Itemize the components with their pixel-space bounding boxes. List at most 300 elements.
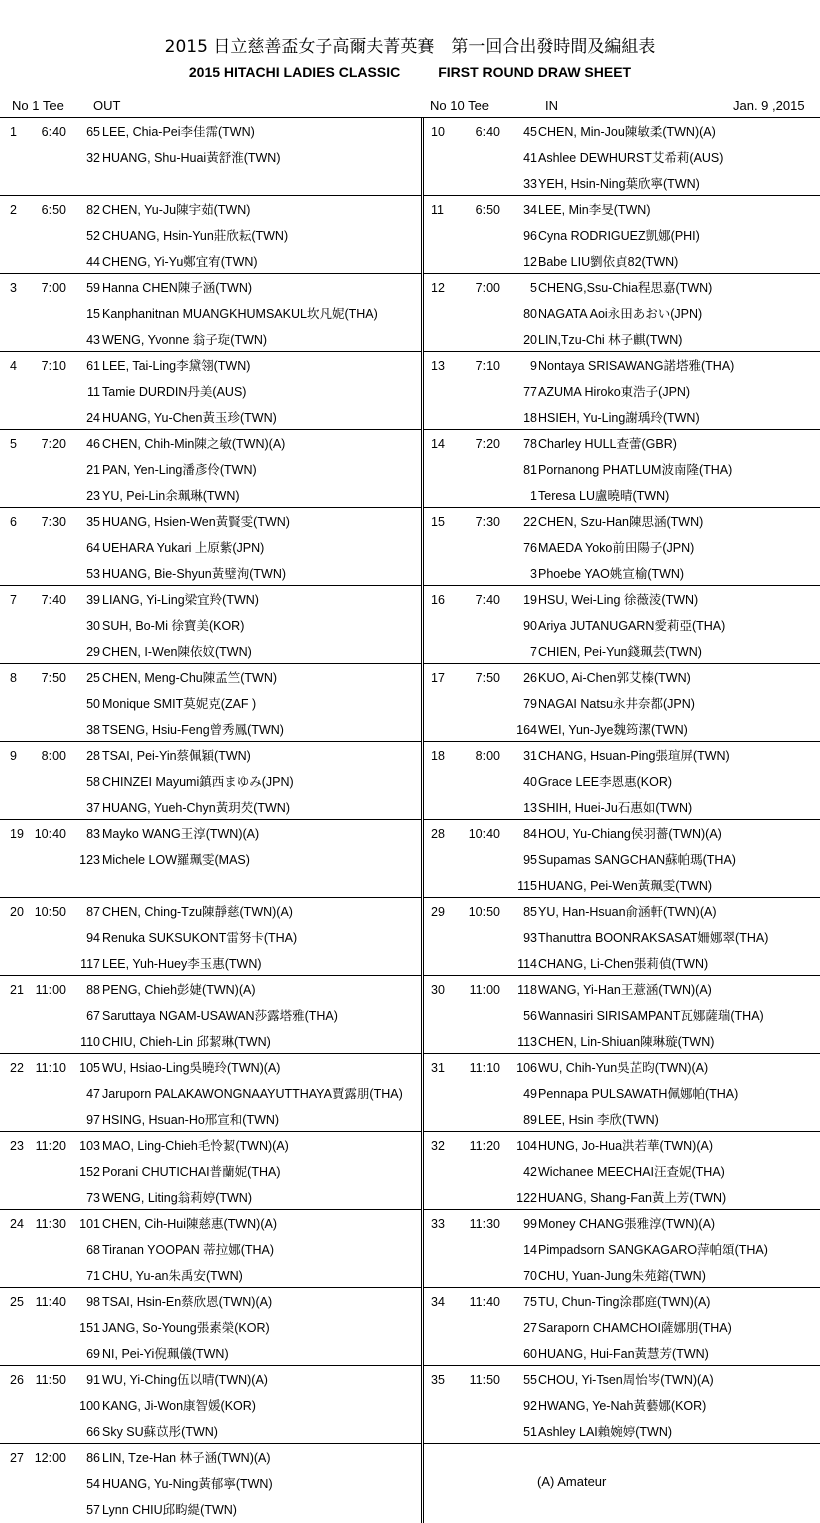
in-player-row bbox=[0, 431, 820, 457]
out-player-name: Kanphanitnan MUANGKHUMSAKUL坎凡妮(THA) bbox=[102, 307, 378, 321]
in-player-number: 14 bbox=[523, 1243, 537, 1257]
out-player-number: 47 bbox=[86, 1087, 100, 1101]
out-tee-time: 6:40 bbox=[41, 125, 66, 139]
in-player-row bbox=[0, 405, 820, 431]
out-player-name: Mayko WANG王淳(TWN)(A) bbox=[102, 827, 260, 841]
header-tee1: No 1 Tee bbox=[12, 98, 64, 113]
in-group-number: 11 bbox=[431, 203, 444, 217]
out-player-name: JANG, So-Young張素榮(KOR) bbox=[102, 1321, 270, 1335]
in-tee-time: 10:40 bbox=[468, 827, 500, 841]
out-player-number: 103 bbox=[79, 1139, 100, 1153]
in-player-number: 95 bbox=[523, 853, 537, 867]
out-player-number: 97 bbox=[86, 1113, 100, 1127]
in-player-name: YU, Han-Hsuan俞涵軒(TWN)(A) bbox=[538, 905, 717, 919]
in-player-name: HUANG, Pei-Wen黃珮雯(TWN) bbox=[538, 879, 713, 893]
out-player-name: PENG, Chieh彭婕(TWN)(A) bbox=[102, 983, 256, 997]
in-player-number: 85 bbox=[523, 905, 537, 919]
out-player-number: 24 bbox=[86, 411, 100, 425]
in-player-name: Grace LEE李恩惠(KOR) bbox=[538, 775, 673, 789]
in-group-number: 14 bbox=[431, 437, 445, 451]
in-player-number: 89 bbox=[523, 1113, 537, 1127]
out-player-number: 28 bbox=[86, 749, 100, 763]
in-player-name: CHEN, Min-Jou陳敏柔(TWN)(A) bbox=[538, 125, 716, 139]
in-player-row bbox=[0, 795, 820, 821]
out-player-number: 61 bbox=[86, 359, 100, 373]
out-player-number: 101 bbox=[79, 1217, 100, 1231]
out-player-name: Saruttaya NGAM-USAWAN莎露塔雅(THA) bbox=[102, 1009, 338, 1023]
in-player-name: MAEDA Yoko前田陽子(JPN) bbox=[538, 541, 695, 555]
in-group-number: 30 bbox=[431, 983, 445, 997]
out-player-number: 91 bbox=[86, 1373, 100, 1387]
out-player-name: Sky SU蘇苡彤(TWN) bbox=[102, 1425, 218, 1439]
out-player-number: 29 bbox=[86, 645, 100, 659]
title-chinese: 2015 日立慈善盃女子高爾夫菁英賽 第一回合出發時間及編組表 bbox=[164, 37, 656, 57]
in-group-number: 15 bbox=[431, 515, 445, 529]
out-player-number: 86 bbox=[86, 1451, 100, 1465]
out-player-number: 110 bbox=[80, 1035, 100, 1049]
out-player-name: LEE, Chia-Pei李佳霈(TWN) bbox=[102, 125, 255, 139]
out-player-name: KANG, Ji-Won康智媛(KOR) bbox=[102, 1399, 256, 1413]
in-group-number: 17 bbox=[431, 671, 445, 685]
in-player-name: LEE, Hsin 李欣(TWN) bbox=[538, 1113, 659, 1127]
out-player-number: 64 bbox=[86, 541, 100, 555]
out-player-number: 82 bbox=[86, 203, 100, 217]
in-player-name: CHEN, Szu-Han陳思涵(TWN) bbox=[538, 515, 704, 529]
out-player-name: MAO, Ling-Chieh毛怜絜(TWN)(A) bbox=[102, 1139, 289, 1153]
in-player-name: YEH, Hsin-Ning葉欣寧(TWN) bbox=[538, 177, 700, 191]
out-player-number: 66 bbox=[86, 1425, 100, 1439]
out-player-number: 11 bbox=[87, 385, 100, 399]
in-player-name: TU, Chun-Ting涂郡庭(TWN)(A) bbox=[538, 1295, 711, 1309]
out-player-name: CHEN, Chih-Min陳之敏(TWN)(A) bbox=[102, 437, 286, 451]
in-group-number: 18 bbox=[431, 749, 445, 763]
in-player-row bbox=[0, 509, 820, 535]
in-tee-time: 7:40 bbox=[475, 593, 500, 607]
out-player-name: CHENG, Yi-Yu鄭宜宥(TWN) bbox=[102, 255, 258, 269]
out-player-number: 44 bbox=[86, 255, 100, 269]
out-player-number: 94 bbox=[86, 931, 100, 945]
out-player-name: Monique SMIT莫妮克(ZAF ) bbox=[102, 697, 257, 711]
in-group-number: 12 bbox=[431, 281, 445, 295]
out-player-number: 35 bbox=[86, 515, 100, 529]
in-player-number: 106 bbox=[516, 1061, 537, 1075]
in-player-row bbox=[0, 1029, 820, 1055]
in-player-number: 3 bbox=[530, 567, 537, 581]
out-player-name: Michele LOW羅珮雯(MAS) bbox=[102, 853, 250, 867]
amateur-legend: (A) Amateur bbox=[537, 1474, 607, 1489]
in-player-row bbox=[0, 1185, 820, 1211]
out-group-number: 4 bbox=[10, 359, 17, 373]
out-player-name: LIANG, Yi-Ling梁宜羚(TWN) bbox=[102, 593, 259, 607]
in-tee-time: 11:20 bbox=[469, 1139, 500, 1153]
in-player-number: 81 bbox=[523, 463, 537, 477]
in-player-number: 118 bbox=[517, 983, 537, 997]
in-player-number: 41 bbox=[523, 151, 537, 165]
title-english-right: FIRST ROUND DRAW SHEET bbox=[438, 64, 632, 80]
in-tee-time: 11:50 bbox=[469, 1373, 500, 1387]
in-player-number: 92 bbox=[523, 1399, 537, 1413]
out-player-number: 32 bbox=[86, 151, 100, 165]
in-player-number: 13 bbox=[523, 801, 537, 815]
in-player-row bbox=[0, 847, 820, 873]
in-player-row bbox=[0, 1263, 820, 1289]
in-player-row bbox=[0, 1107, 820, 1133]
in-tee-time: 7:10 bbox=[475, 359, 500, 373]
out-player-number: 54 bbox=[86, 1477, 100, 1491]
out-player-number: 105 bbox=[79, 1061, 100, 1075]
out-player-name: WU, Hsiao-Ling吳曉玲(TWN)(A) bbox=[102, 1061, 281, 1075]
in-player-row bbox=[0, 821, 820, 847]
out-group-number: 9 bbox=[10, 749, 17, 763]
in-player-number: 1 bbox=[530, 489, 537, 503]
in-player-name: LIN,Tzu-Chi 林子麒(TWN) bbox=[538, 333, 683, 347]
in-group-number: 16 bbox=[431, 593, 445, 607]
out-group-number: 25 bbox=[10, 1295, 24, 1309]
out-player-name: HUANG, Yu-Ning黃郁寧(TWN) bbox=[102, 1477, 273, 1491]
in-player-number: 51 bbox=[523, 1425, 537, 1439]
out-player-number: 21 bbox=[86, 463, 100, 477]
out-player-number: 38 bbox=[86, 723, 100, 737]
in-player-row bbox=[0, 717, 820, 743]
out-tee-time: 11:40 bbox=[35, 1295, 66, 1309]
out-group-number: 8 bbox=[10, 671, 17, 685]
out-player-number: 151 bbox=[79, 1321, 100, 1335]
out-player-number: 43 bbox=[86, 333, 100, 347]
in-player-number: 22 bbox=[523, 515, 537, 529]
in-player-number: 40 bbox=[523, 775, 537, 789]
out-player-name: HUANG, Shu-Huai黃舒淮(TWN) bbox=[102, 151, 281, 165]
out-player-name: CHEN, Yu-Ju陳宇茹(TWN) bbox=[102, 203, 251, 217]
out-group-number: 19 bbox=[10, 827, 24, 841]
in-group-number: 29 bbox=[431, 905, 445, 919]
in-player-number: 122 bbox=[516, 1191, 537, 1205]
in-player-row bbox=[0, 1419, 820, 1445]
in-player-row bbox=[0, 353, 820, 379]
in-player-row bbox=[0, 1315, 820, 1341]
out-tee-time: 11:20 bbox=[35, 1139, 66, 1153]
title-english bbox=[0, 64, 820, 80]
out-player-name: HUANG, Yueh-Chyn黃玥芡(TWN) bbox=[102, 801, 290, 815]
in-player-name: AZUMA Hiroko東浩子(JPN) bbox=[538, 385, 691, 399]
in-player-row bbox=[0, 1081, 820, 1107]
out-player-number: 67 bbox=[86, 1009, 100, 1023]
out-player-number: 73 bbox=[86, 1191, 100, 1205]
in-player-row bbox=[0, 873, 820, 899]
out-player-number: 87 bbox=[86, 905, 100, 919]
in-player-row bbox=[0, 301, 820, 327]
out-tee-time: 12:00 bbox=[34, 1451, 66, 1465]
in-group-number: 31 bbox=[431, 1061, 445, 1075]
out-tee-time: 8:00 bbox=[41, 749, 66, 763]
in-player-row bbox=[0, 1159, 820, 1185]
in-player-name: Phoebe YAO姚宣榆(TWN) bbox=[538, 567, 685, 581]
in-player-name: LEE, Min李旻(TWN) bbox=[538, 203, 651, 217]
in-tee-time: 11:00 bbox=[469, 983, 500, 997]
in-player-row bbox=[0, 691, 820, 717]
out-player-name: WENG, Liting翁莉婷(TWN) bbox=[102, 1191, 253, 1205]
in-player-name: WU, Chih-Yun吳芷昀(TWN)(A) bbox=[538, 1061, 709, 1075]
in-player-row bbox=[0, 925, 820, 951]
in-player-number: 164 bbox=[516, 723, 537, 737]
in-player-number: 45 bbox=[523, 125, 537, 139]
in-player-number: 12 bbox=[523, 255, 537, 269]
in-player-name: Pimpadsorn SANGKAGARO萍帕頌(THA) bbox=[538, 1243, 768, 1257]
out-player-number: 30 bbox=[86, 619, 100, 633]
out-player-number: 58 bbox=[86, 775, 100, 789]
in-tee-time: 6:40 bbox=[475, 125, 500, 139]
in-player-name: Ariya JUTANUGARN愛莉亞(THA) bbox=[538, 619, 726, 633]
in-player-row bbox=[0, 223, 820, 249]
out-player-number: 37 bbox=[86, 801, 100, 815]
header-in: IN bbox=[545, 98, 558, 113]
in-player-number: 78 bbox=[523, 437, 537, 451]
header-rule bbox=[0, 117, 820, 118]
in-player-name: Pornanong PHATLUM波南隆(THA) bbox=[538, 463, 733, 477]
out-player-name: Hanna CHEN陳子涵(TWN) bbox=[102, 281, 253, 295]
in-tee-time: 11:40 bbox=[469, 1295, 500, 1309]
in-player-name: Wannasiri SIRISAMPANT瓦娜薩瑞(THA) bbox=[538, 1009, 764, 1023]
in-player-number: 5 bbox=[530, 281, 537, 295]
out-player-number: 39 bbox=[86, 593, 100, 607]
out-player-name: LEE, Yuh-Huey李玉惠(TWN) bbox=[102, 957, 262, 971]
in-player-row bbox=[0, 1367, 820, 1393]
in-player-row bbox=[0, 119, 820, 145]
out-player-name: CHEN, Meng-Chu陳孟竺(TWN) bbox=[102, 671, 278, 685]
in-player-number: 20 bbox=[523, 333, 537, 347]
out-tee-time: 11:00 bbox=[35, 983, 66, 997]
in-player-name: Wichanee MEECHAI汪查妮(THA) bbox=[538, 1165, 725, 1179]
in-player-number: 31 bbox=[523, 749, 537, 763]
out-player-name: LEE, Tai-Ling李黛翎(TWN) bbox=[102, 359, 251, 373]
in-player-name: HWANG, Ye-Nah黃藝娜(KOR) bbox=[538, 1399, 707, 1413]
header-tee10: No 10 Tee bbox=[430, 98, 490, 113]
out-group-number: 27 bbox=[10, 1451, 24, 1465]
in-player-row bbox=[0, 249, 820, 275]
out-player-number: 117 bbox=[80, 957, 100, 971]
in-player-name: CHOU, Yi-Tsen周怡岑(TWN)(A) bbox=[538, 1373, 714, 1387]
in-player-number: 96 bbox=[523, 229, 537, 243]
out-player-name: Jaruporn PALAKAWONGNAAYUTTHAYA賈露朋(THA) bbox=[102, 1087, 403, 1101]
in-player-row bbox=[0, 275, 820, 301]
in-player-name: Pennapa PULSAWATH佩娜帕(THA) bbox=[538, 1087, 739, 1101]
in-player-name: HUNG, Jo-Hua洪若華(TWN)(A) bbox=[538, 1139, 713, 1153]
in-group-number: 34 bbox=[431, 1295, 445, 1309]
out-player-number: 52 bbox=[86, 229, 100, 243]
in-player-number: 90 bbox=[523, 619, 537, 633]
in-player-row bbox=[0, 639, 820, 665]
in-player-number: 26 bbox=[523, 671, 537, 685]
out-tee-time: 7:30 bbox=[41, 515, 66, 529]
in-player-name: CHANG, Li-Chen張莉偵(TWN) bbox=[538, 957, 709, 971]
in-player-number: 114 bbox=[517, 957, 537, 971]
in-group-number: 28 bbox=[431, 827, 445, 841]
out-player-name: SUH, Bo-Mi 徐寶美(KOR) bbox=[102, 619, 245, 633]
out-player-name: CHUANG, Hsin-Yun莊欣耘(TWN) bbox=[102, 229, 289, 243]
out-player-number: 100 bbox=[79, 1399, 100, 1413]
out-player-name: LIN, Tze-Han 林子涵(TWN)(A) bbox=[102, 1451, 271, 1465]
out-player-number: 68 bbox=[86, 1243, 100, 1257]
in-player-row bbox=[0, 145, 820, 171]
in-player-number: 77 bbox=[523, 385, 537, 399]
out-player-name: Porani CHUTICHAI普蘭妮(THA) bbox=[102, 1165, 281, 1179]
in-player-name: WANG, Yi-Han王薏涵(TWN)(A) bbox=[538, 983, 712, 997]
in-player-number: 115 bbox=[517, 879, 537, 893]
in-player-name: NAGATA Aoi永田あおい(JPN) bbox=[538, 307, 703, 321]
out-group-number: 2 bbox=[10, 203, 17, 217]
in-player-number: 33 bbox=[523, 177, 537, 191]
in-player-name: HUANG, Shang-Fan黃上芳(TWN) bbox=[538, 1191, 727, 1205]
in-player-number: 56 bbox=[523, 1009, 537, 1023]
in-group-number: 33 bbox=[431, 1217, 445, 1231]
in-group-number: 10 bbox=[431, 125, 445, 139]
out-player-number: 53 bbox=[86, 567, 100, 581]
in-player-name: CHU, Yuan-Jung朱苑鎔(TWN) bbox=[538, 1269, 706, 1283]
in-player-name: CHENG,Ssu-Chia程思嘉(TWN) bbox=[538, 281, 713, 295]
out-player-name: Tamie DURDIN丹美(AUS) bbox=[102, 385, 247, 399]
in-player-row bbox=[0, 665, 820, 691]
out-tee-time: 11:30 bbox=[35, 1217, 66, 1231]
in-player-number: 42 bbox=[523, 1165, 537, 1179]
in-player-name: KUO, Ai-Chen郭艾榛(TWN) bbox=[538, 671, 691, 685]
out-player-name: HUANG, Hsien-Wen黃賢雯(TWN) bbox=[102, 515, 290, 529]
in-player-number: 80 bbox=[523, 307, 537, 321]
in-player-number: 70 bbox=[523, 1269, 537, 1283]
in-tee-time: 11:30 bbox=[469, 1217, 500, 1231]
out-group-number: 21 bbox=[10, 983, 24, 997]
in-player-number: 79 bbox=[523, 697, 537, 711]
in-player-row bbox=[0, 197, 820, 223]
in-player-number: 55 bbox=[523, 1373, 537, 1387]
in-player-name: Money CHANG張雅淳(TWN)(A) bbox=[538, 1217, 716, 1231]
out-tee-time: 7:50 bbox=[41, 671, 66, 685]
in-player-number: 99 bbox=[523, 1217, 537, 1231]
in-player-row bbox=[0, 457, 820, 483]
in-player-row bbox=[0, 379, 820, 405]
in-player-name: Supamas SANGCHAN蘇帕瑪(THA) bbox=[538, 853, 736, 867]
out-player-number: 50 bbox=[86, 697, 100, 711]
out-tee-time: 7:20 bbox=[41, 437, 66, 451]
out-group-number: 22 bbox=[10, 1061, 24, 1075]
in-player-number: 34 bbox=[523, 203, 537, 217]
out-player-name: CHEN, Ching-Tzu陳靜慈(TWN)(A) bbox=[102, 905, 293, 919]
in-player-name: WEI, Yun-Jye魏筠潔(TWN) bbox=[538, 723, 688, 737]
in-player-name: Teresa LU盧曉晴(TWN) bbox=[538, 489, 670, 503]
in-player-name: HOU, Yu-Chiang侯羽薔(TWN)(A) bbox=[538, 827, 722, 841]
in-player-row bbox=[0, 743, 820, 769]
out-player-number: 98 bbox=[86, 1295, 100, 1309]
in-player-row bbox=[0, 977, 820, 1003]
in-player-number: 49 bbox=[523, 1087, 537, 1101]
in-player-name: Charley HULL查蕾(GBR) bbox=[538, 437, 677, 451]
in-player-row bbox=[0, 951, 820, 977]
in-player-name: Cyna RODRIGUEZ凱娜(PHI) bbox=[538, 229, 700, 243]
out-player-name: TSENG, Hsiu-Feng曾秀鳳(TWN) bbox=[102, 723, 284, 737]
in-tee-time: 11:10 bbox=[469, 1061, 500, 1075]
out-group-number: 24 bbox=[10, 1217, 24, 1231]
in-player-row bbox=[0, 535, 820, 561]
in-player-name: Nontaya SRISAWANG諾塔雅(THA) bbox=[538, 359, 735, 373]
out-player-row bbox=[0, 1471, 820, 1497]
in-player-row bbox=[0, 561, 820, 587]
in-player-name: CHEN, Lin-Shiuan陳琳璇(TWN) bbox=[538, 1035, 715, 1049]
out-player-row bbox=[0, 1445, 820, 1471]
out-group-number: 23 bbox=[10, 1139, 24, 1153]
in-player-row bbox=[0, 1393, 820, 1419]
out-player-name: CHEN, Cih-Hui陳慈惠(TWN)(A) bbox=[102, 1217, 277, 1231]
out-group-number: 7 bbox=[10, 593, 17, 607]
in-player-row bbox=[0, 483, 820, 509]
out-player-number: 65 bbox=[86, 125, 100, 139]
out-player-number: 71 bbox=[86, 1269, 100, 1283]
in-player-row bbox=[0, 1133, 820, 1159]
out-tee-time: 7:00 bbox=[41, 281, 66, 295]
in-player-row bbox=[0, 587, 820, 613]
out-player-row bbox=[0, 1497, 820, 1523]
out-player-number: 83 bbox=[86, 827, 100, 841]
in-player-number: 84 bbox=[523, 827, 537, 841]
in-player-name: HSU, Wei-Ling 徐薇淩(TWN) bbox=[538, 593, 699, 607]
in-player-number: 76 bbox=[523, 541, 537, 555]
out-group-number: 3 bbox=[10, 281, 17, 295]
out-player-number: 15 bbox=[86, 307, 100, 321]
out-player-number: 25 bbox=[86, 671, 100, 685]
out-player-name: Tiranan YOOPAN 蒂拉娜(THA) bbox=[102, 1243, 275, 1257]
in-player-row bbox=[0, 769, 820, 795]
in-player-name: Saraporn CHAMCHOI薩娜朋(THA) bbox=[538, 1321, 732, 1335]
out-player-name: CHEN, I-Wen陳依妏(TWN) bbox=[102, 645, 252, 659]
in-player-row bbox=[0, 613, 820, 639]
in-player-row bbox=[0, 1341, 820, 1367]
out-tee-time: 10:50 bbox=[34, 905, 66, 919]
in-tee-time: 7:30 bbox=[475, 515, 500, 529]
out-player-number: 57 bbox=[86, 1503, 100, 1517]
in-player-name: Thanuttra BOONRAKSASAT姍娜翠(THA) bbox=[538, 931, 769, 945]
in-tee-time: 7:20 bbox=[475, 437, 500, 451]
out-group-number: 26 bbox=[10, 1373, 24, 1387]
in-player-row bbox=[0, 1211, 820, 1237]
in-player-number: 104 bbox=[516, 1139, 537, 1153]
out-tee-time: 11:50 bbox=[35, 1373, 66, 1387]
out-player-name: TSAI, Hsin-En蔡欣恩(TWN)(A) bbox=[102, 1295, 273, 1309]
in-group-number: 32 bbox=[431, 1139, 445, 1153]
in-tee-time: 7:00 bbox=[475, 281, 500, 295]
in-player-name: NAGAI Natsu永井奈都(JPN) bbox=[538, 697, 695, 711]
in-tee-time: 10:50 bbox=[468, 905, 500, 919]
out-player-name: HUANG, Bie-Shyun黃璧洵(TWN) bbox=[102, 567, 287, 581]
out-player-name: Renuka SUKSUKONT雷努卡(THA) bbox=[102, 931, 298, 945]
in-tee-time: 6:50 bbox=[475, 203, 500, 217]
in-player-row bbox=[0, 1055, 820, 1081]
out-tee-time: 11:10 bbox=[35, 1061, 66, 1075]
out-player-name: WENG, Yvonne 翁子琁(TWN) bbox=[102, 333, 268, 347]
in-player-row bbox=[0, 327, 820, 353]
in-player-name: CHIEN, Pei-Yun錢珮芸(TWN) bbox=[538, 645, 702, 659]
in-player-name: Ashley LAI賴婉婷(TWN) bbox=[538, 1425, 673, 1439]
in-player-number: 7 bbox=[530, 645, 537, 659]
out-group-number: 1 bbox=[10, 125, 17, 139]
in-player-number: 27 bbox=[523, 1321, 537, 1335]
in-player-name: Babe LIU劉依貞82(TWN) bbox=[538, 255, 679, 269]
in-player-name: CHANG, Hsuan-Ping張瑄屏(TWN) bbox=[538, 749, 730, 763]
out-player-number: 69 bbox=[86, 1347, 100, 1361]
out-player-name: CHU, Yu-an朱禹安(TWN) bbox=[102, 1269, 243, 1283]
in-group-number: 35 bbox=[431, 1373, 445, 1387]
out-player-name: WU, Yi-Ching伍以晴(TWN)(A) bbox=[102, 1373, 268, 1387]
out-player-name: HUANG, Yu-Chen黃玉珍(TWN) bbox=[102, 411, 277, 425]
out-player-name: Lynn CHIU邱畇緹(TWN) bbox=[102, 1503, 237, 1517]
header-out: OUT bbox=[93, 98, 121, 113]
in-tee-time: 7:50 bbox=[475, 671, 500, 685]
